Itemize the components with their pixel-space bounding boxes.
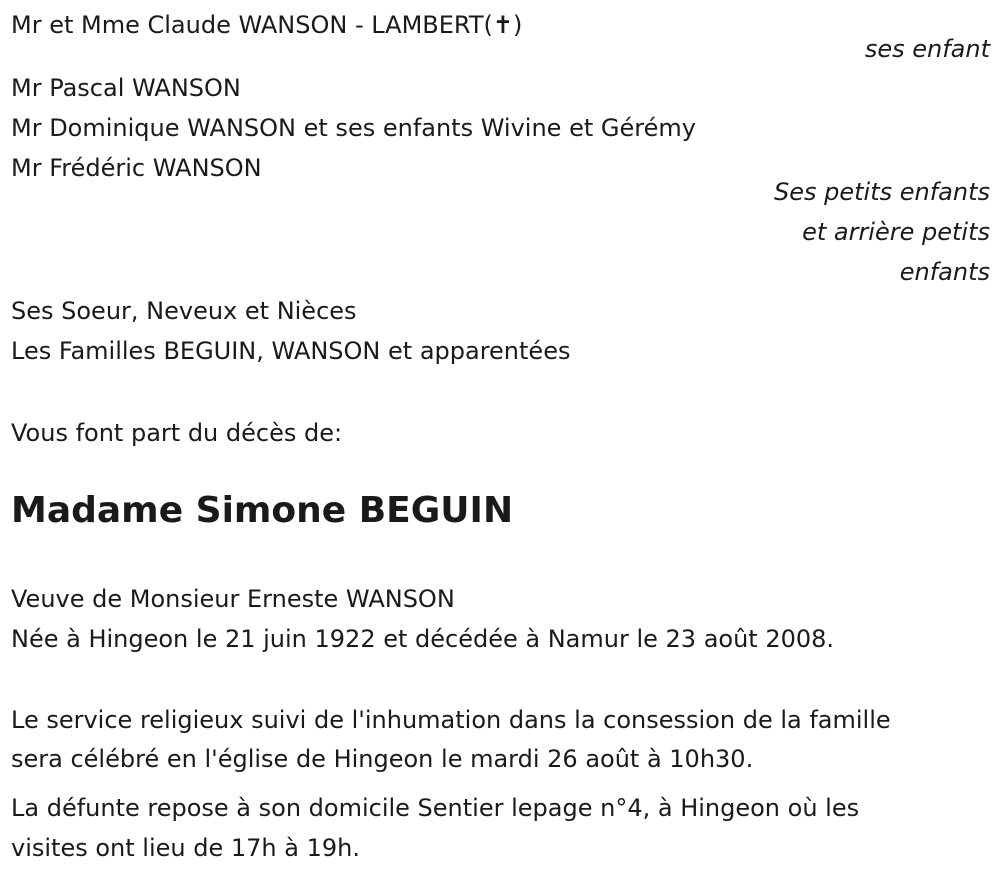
birth-death-text: Née à Hingeon le 21 juin 1922 et décédée à Namur le 23 août 2008. [11,625,835,653]
family-line-parents: Mr et Mme Claude WANSON - LAMBERT(✝) [11,11,523,39]
widow-of-text: Veuve de Monsieur Erneste WANSON [11,585,455,613]
service-line-2: sera célébré en l'église de Hingeon le mardi 26 août à 10h30. [11,745,754,773]
family-line-pascal: Mr Pascal WANSON [11,74,241,102]
deceased-name: Madame Simone BEGUIN [11,490,514,531]
family-line-families: Les Familles BEGUIN, WANSON et apparentées [11,337,571,365]
grandchildren-label-1: Ses petits enfants [773,178,990,206]
family-line-dominique: Mr Dominique WANSON et ses enfants Wivine et Gérémy [11,114,696,142]
visit-line-1: La défunte repose à son domicile Sentier lepage n°4, à Hingeon où les [11,794,860,822]
visit-line-2: visites ont lieu de 17h à 19h. [11,834,360,862]
children-label: ses enfant [864,35,990,63]
grandchildren-label-3: enfants [899,258,990,286]
grandchildren-label-2: et arrière petits [802,218,990,246]
family-line-frederic: Mr Frédéric WANSON [11,154,262,182]
family-line-siblings: Ses Soeur, Neveux et Nièces [11,297,357,325]
service-line-1: Le service religieux suivi de l'inhumation dans la consession de la famille [11,706,891,734]
announcement-text: Vous font part du décès de: [11,419,343,447]
